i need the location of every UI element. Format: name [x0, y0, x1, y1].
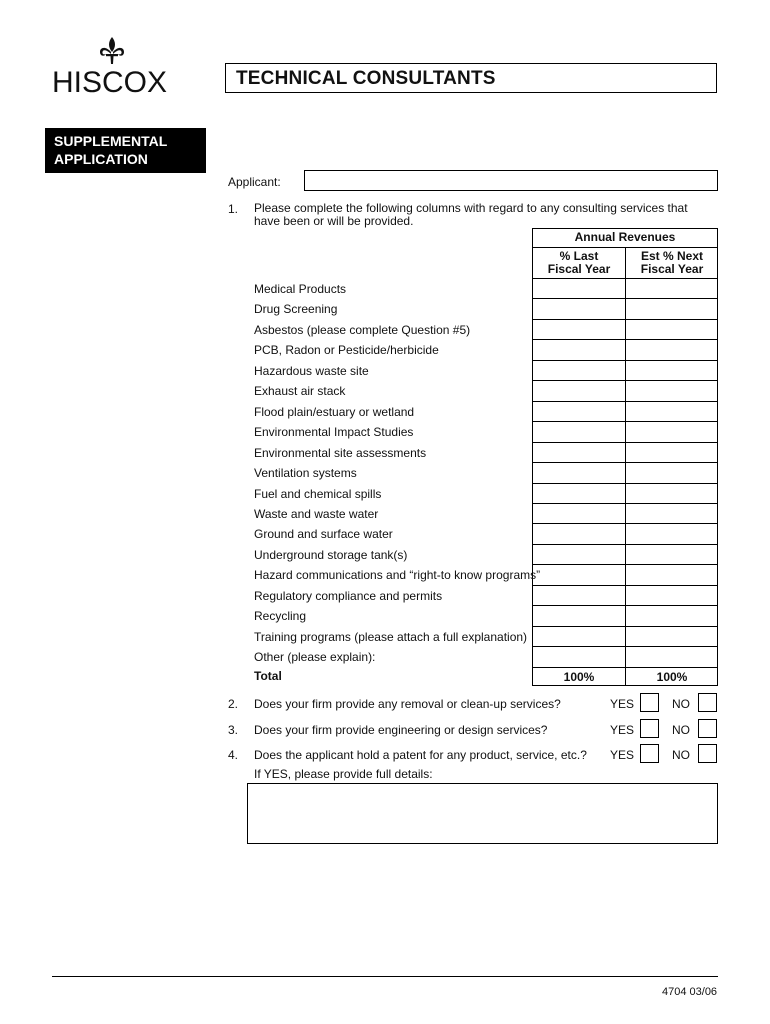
question-3-text: Does your firm provide engineering or design services? [254, 723, 548, 737]
form-code: 4704 03/06 [662, 986, 718, 998]
service-row-label: Exhaust air stack [254, 384, 346, 398]
question-2-no-checkbox[interactable] [698, 693, 717, 712]
next-fiscal-year-cell[interactable] [627, 504, 717, 522]
question-4-yes-checkbox[interactable] [640, 744, 659, 763]
last-fiscal-year-cell[interactable] [534, 443, 624, 461]
next-fiscal-year-cell[interactable] [627, 627, 717, 645]
service-row-label: Environmental site assessments [254, 446, 427, 460]
last-fiscal-year-cell[interactable] [534, 422, 624, 440]
question-2-no-label: NO [672, 697, 690, 711]
service-row-label: Waste and waste water [254, 507, 379, 521]
question-1-number: 1. [228, 202, 239, 216]
next-fiscal-year-cell[interactable] [627, 484, 717, 502]
service-row-label: Drug Screening [254, 302, 338, 316]
next-fiscal-year-cell[interactable] [627, 606, 717, 624]
last-fiscal-year-cell[interactable] [534, 565, 624, 583]
next-fiscal-year-cell[interactable] [627, 545, 717, 563]
question-4-no-checkbox[interactable] [698, 744, 717, 763]
supplemental-application-badge [45, 128, 206, 173]
service-row-label: Underground storage tank(s) [254, 548, 408, 562]
last-fiscal-year-cell[interactable] [534, 484, 624, 502]
service-row-label: Asbestos (please complete Question #5) [254, 323, 471, 337]
next-fiscal-year-cell[interactable] [627, 443, 717, 461]
next-fiscal-year-cell[interactable] [627, 340, 717, 358]
next-fiscal-year-cell[interactable] [627, 402, 717, 420]
question-2-yes-checkbox[interactable] [640, 693, 659, 712]
patent-details-textarea[interactable] [247, 783, 718, 844]
service-row-label: Medical Products [254, 282, 347, 296]
question-3-no-label: NO [672, 723, 690, 737]
next-fiscal-year-header-line2: Fiscal Year [640, 262, 704, 276]
next-fiscal-year-cell[interactable] [627, 361, 717, 379]
question-3-no-checkbox[interactable] [698, 719, 717, 738]
last-fiscal-year-cell[interactable] [534, 299, 624, 317]
application-label: APPLICATION [54, 151, 148, 167]
service-row-label: Environmental Impact Studies [254, 425, 414, 439]
last-fiscal-year-cell[interactable] [534, 279, 624, 297]
last-fiscal-year-cell[interactable] [534, 463, 624, 481]
service-row-label: Ground and surface water [254, 527, 393, 541]
page-title: TECHNICAL CONSULTANTS [236, 68, 496, 89]
title-box [225, 63, 717, 93]
question-4-no-label: NO [672, 748, 690, 762]
applicant-input[interactable] [304, 170, 718, 191]
question-4-number: 4. [228, 748, 239, 762]
next-fiscal-year-cell[interactable] [627, 463, 717, 481]
question-1-text: Please complete the following columns with regard to any consulting services that have been or will be provided. [254, 201, 688, 228]
total-last-fiscal-year: 100% [563, 670, 595, 684]
next-fiscal-year-cell[interactable] [627, 524, 717, 542]
question-2-text: Does your firm provide any removal or clean-up services? [254, 697, 561, 711]
next-fiscal-year-cell[interactable] [627, 279, 717, 297]
annual-revenues-table [532, 228, 718, 686]
last-fiscal-year-cell[interactable] [534, 504, 624, 522]
service-row-label: Flood plain/estuary or wetland [254, 405, 415, 419]
question-4-followup: If YES, please provide full details: [254, 767, 433, 781]
applicant-label: Applicant: [228, 175, 281, 189]
service-row-label: PCB, Radon or Pesticide/herbicide [254, 343, 439, 357]
last-fiscal-year-cell[interactable] [534, 524, 624, 542]
last-fiscal-year-cell[interactable] [534, 361, 624, 379]
service-row-label: Hazardous waste site [254, 364, 369, 378]
next-fiscal-year-cell[interactable] [627, 565, 717, 583]
question-4-yes-label: YES [610, 748, 635, 762]
last-fiscal-year-cell[interactable] [534, 402, 624, 420]
next-fiscal-year-cell[interactable] [627, 381, 717, 399]
last-fiscal-year-cell[interactable] [534, 320, 624, 338]
last-fiscal-year-cell[interactable] [534, 381, 624, 399]
question-2-number: 2. [228, 697, 239, 711]
next-fiscal-year-cell[interactable] [627, 422, 717, 440]
next-fiscal-year-cell[interactable] [627, 586, 717, 604]
last-fiscal-year-cell[interactable] [534, 340, 624, 358]
next-fiscal-year-cell[interactable] [627, 647, 717, 665]
service-row-label: Regulatory compliance and permits [254, 589, 443, 603]
next-fiscal-year-header-line1: Est % Next [640, 249, 704, 263]
last-fiscal-year-cell[interactable] [534, 627, 624, 645]
total-label: Total [254, 669, 282, 683]
service-row-label: Hazard communications and “right-to know programs” [254, 568, 541, 582]
question-4-text: Does the applicant hold a patent for any product, service, etc.? [254, 748, 587, 762]
logo-wordmark: HISCOX [52, 66, 168, 99]
last-fiscal-year-cell[interactable] [534, 586, 624, 604]
question-3-yes-label: YES [610, 723, 635, 737]
service-row-label: Training programs (please attach a full explanation) [254, 630, 528, 644]
footer-divider [52, 976, 718, 977]
last-fiscal-year-cell[interactable] [534, 606, 624, 624]
question-2-yes-label: YES [610, 697, 635, 711]
service-row-label: Recycling [254, 609, 307, 623]
question-3-yes-checkbox[interactable] [640, 719, 659, 738]
next-fiscal-year-cell[interactable] [627, 320, 717, 338]
service-row-label: Fuel and chemical spills [254, 487, 382, 501]
fleur-de-lis-icon [98, 36, 126, 66]
last-fiscal-year-header-line2: Fiscal Year [547, 262, 611, 276]
service-row-label: Ventilation systems [254, 466, 357, 480]
supplemental-label: SUPPLEMENTAL [54, 133, 168, 149]
last-fiscal-year-cell[interactable] [534, 545, 624, 563]
hiscox-logo [52, 36, 172, 98]
table-row-divider [533, 667, 717, 668]
next-fiscal-year-cell[interactable] [627, 299, 717, 317]
total-next-fiscal-year: 100% [656, 670, 688, 684]
service-row-label: Other (please explain): [254, 650, 376, 664]
annual-revenues-header: Annual Revenues [574, 230, 676, 244]
last-fiscal-year-header-line1: % Last [559, 249, 599, 263]
question-3-number: 3. [228, 723, 239, 737]
last-fiscal-year-cell[interactable] [534, 647, 624, 665]
